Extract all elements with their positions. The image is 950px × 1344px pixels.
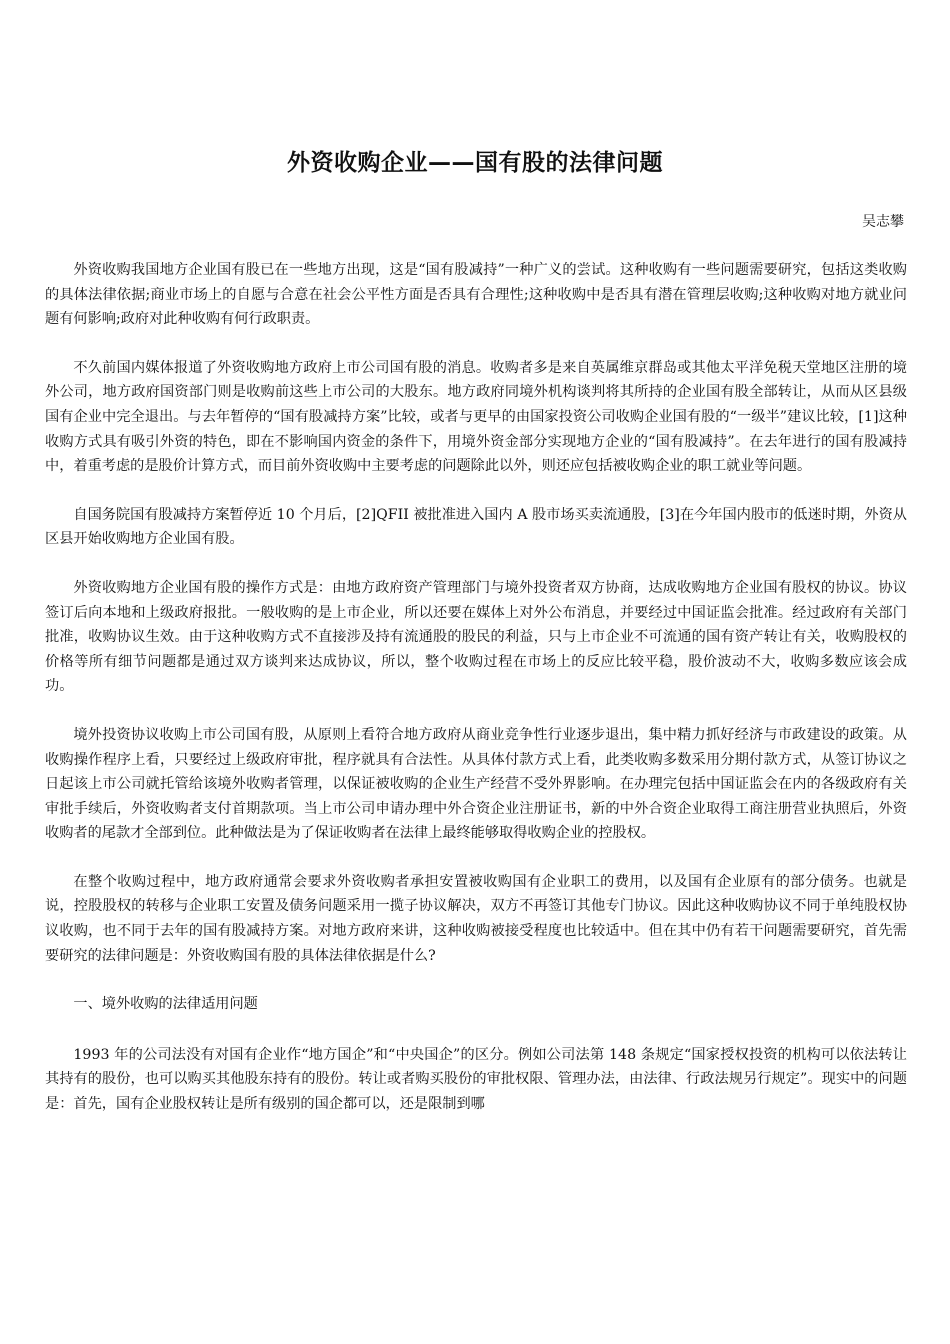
document-body bbox=[45, 258, 907, 1141]
paragraph-5: 境外投资协议收购上市公司国有股，从原则上看符合地方政府从商业竞争性行业逐步退出，集中精力抓好经济与市政建设的政策。从收购操作程序上看，只要经过上级政府审批，程序就具有合法性。从具体付款方式上看，此类收购多数采用分期付款方式，从签订协议之日起该上市公司就托管给该境外收购者管理，以保证被收购的企业生产经营不受外界影响。在办理完包括中国证监会在内的各级政府有关审批手续后，外资收购者支付首期款项。当上市公司申请办理中外合资企业注册证书，新的中外合资企业取得工商注册营业执照后，外资收购者的尾款才全部到位。此种做法是为了保证收购者在法律上最终能够取得收购企业的控股权。 bbox=[45, 726, 907, 842]
author-name: 吴志攀 bbox=[862, 214, 904, 230]
paragraph-1: 外资收购我国地方企业国有股已在一些地方出现，这是“国有股减持”一种广义的尝试。这种收购有一些问题需要研究，包括这类收购的具体法律依据;商业市场上的自愿与合意在社会公平性方面是否具有合理性;这种收购中是否具有潜在管理层收购;这种收购对地方就业问题有何影响;政府对此种收购有何行政职责。 bbox=[45, 262, 907, 328]
paragraph-7: 1993 年的公司法没有对国有企业作“地方国企”和“中央国企”的区分。例如公司法第 148 条规定“国家授权投资的机构可以依法转让其持有的股份，也可以购买其他股东持有的股份。转让或者购买股份的审批权限、管理办法，由法律、行政法规另行规定”。现实中的问题是：首先，国有企业股权转让是所有级别的国企都可以，还是限制到哪 bbox=[45, 1046, 907, 1113]
section-heading: 一、境外收购的法律适用问题 bbox=[73, 996, 258, 1013]
paragraph-3: 自国务院国有股减持方案暂停近 10 个月后，[2]QFII 被批准进入国内 A 股市场买卖流通股，[3]在今年国内股市的低迷时期，外资从区县开始收购地方企业国有股。 bbox=[45, 506, 907, 548]
paragraph-6: 在整个收购过程中，地方政府通常会要求外资收购者承担安置被收购国有企业职工的费用，以及国有企业原有的部分债务。也就是说，控股股权的转移与企业职工安置及债务问题采用一揽子协议解决，双方不再签订其他专门协议。因此这种收购协议不同于单纯股权协议收购，也不同于去年的国有股减持方案。对地方政府来讲，这种收购被接受程度也比较适中。但在其中仍有若干问题需要研究，首先需要研究的法律问题是：外资收购国有股的具体法律依据是什么? bbox=[45, 873, 907, 964]
paragraph-2: 不久前国内媒体报道了外资收购地方政府上市公司国有股的消息。收购者多是来自英属维京群岛或其他太平洋免税天堂地区注册的境外公司，地方政府国资部门则是收购前这些上市公司的大股东。地方政府同境外机构谈判将其所持的企业国有股全部转让，从而从区县级国有企业中完全退出。与去年暂停的“国有股减持方案”比较，或者与更早的由国家投资公司收购企业国有股的“一级半”建议比较，[1]这种收购方式具有吸引外资的特色，即在不影响国内资金的条件下，用境外资金部分实现地方企业的“国有股减持”。在去年进行的国有股减持中，着重考虑的是股价计算方式，而目前外资收购中主要考虑的问题除此以外，则还应包括被收购企业的职工就业等问题。 bbox=[45, 359, 907, 475]
paragraph-4: 外资收购地方企业国有股的操作方式是：由地方政府资产管理部门与境外投资者双方协商，达成收购地方企业国有股权的协议。协议签订后向本地和上级政府报批。一般收购的是上市企业，所以还要在媒体上对外公布消息，并要经过中国证监会批准。经过政府有关部门批准，收购协议生效。由于这种收购方式不直接涉及持有流通股的股民的利益，只与上市企业不可流通的国有资产转让有关，收购股权的价格等所有细节问题都是通过双方谈判来达成协议，所以，整个收购过程在市场上的反应比较平稳，股价波动不大，收购多数应该会成功。 bbox=[45, 579, 907, 695]
document-title: 外资收购企业——国有股的法律问题 bbox=[287, 150, 663, 176]
